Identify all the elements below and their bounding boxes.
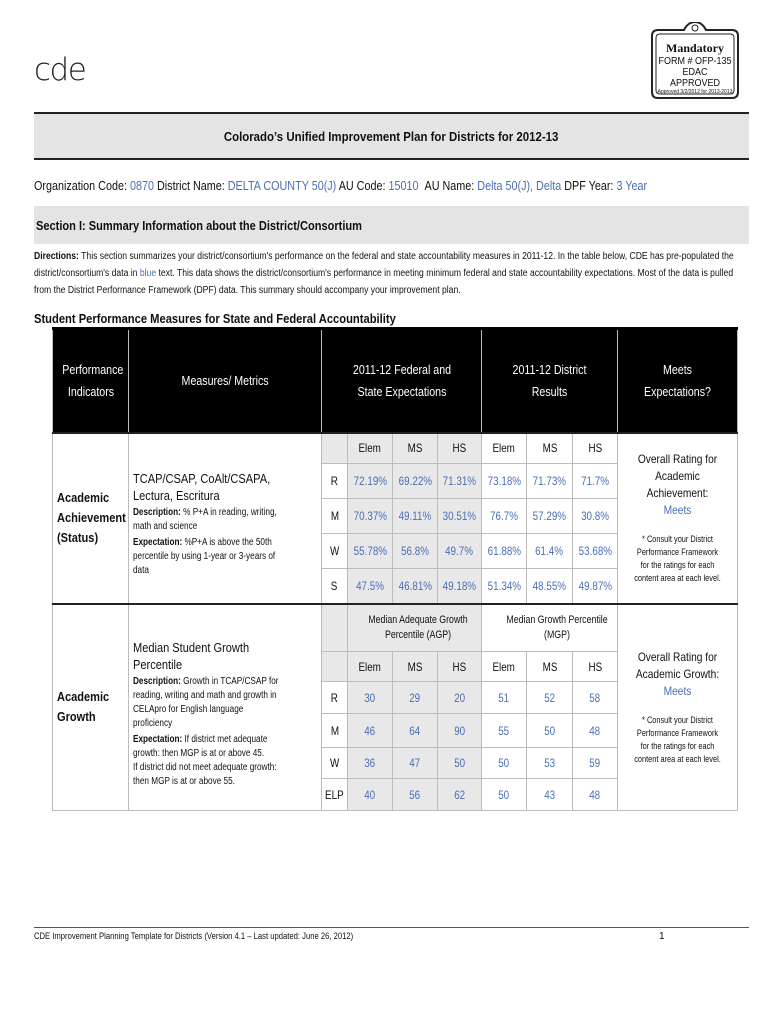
org-code: 0870 <box>129 178 154 193</box>
achievement-exp-text: %P+A is above the 50th percentile by using 1-year or 3-years of data <box>133 536 276 576</box>
table-cell: 48 <box>573 779 618 811</box>
table-cell-level: W <box>322 748 348 779</box>
achievement-rating <box>618 433 738 604</box>
au-code: 15010 <box>388 178 419 193</box>
achievement-level-blank <box>322 433 348 464</box>
district-label: District Name: <box>156 178 225 193</box>
dpf-year-label: DPF Year: <box>564 178 614 193</box>
table-cell: 53 <box>527 748 573 779</box>
section-heading: Section I: Summary Information about the District/Consortium <box>36 217 363 233</box>
table-cell: 49.18% <box>438 569 482 604</box>
table-cell: 30 <box>348 682 393 714</box>
achievement-exp-label: Expectation: <box>133 536 183 548</box>
table-cell: 46 <box>348 714 393 748</box>
table-cell: 30.8% <box>573 499 618 534</box>
table-cell: 61.88% <box>482 534 527 569</box>
table-cell: 36 <box>348 748 393 779</box>
table-cell: 50 <box>438 748 482 779</box>
table-cell: 30.51% <box>438 499 482 534</box>
header-expectations: 2011-12 Federal and State Expectations <box>322 329 482 433</box>
growth-exp-label: Expectation: <box>133 733 183 745</box>
table-cell: 71.73% <box>527 464 573 499</box>
achievement-indicator: Academic Achievement (Status) <box>53 433 129 604</box>
header-measures: Measures/ Metrics <box>129 329 322 433</box>
performance-table <box>52 327 738 811</box>
table-cell: 49.87% <box>573 569 618 604</box>
achievement-rating-label: Overall Rating for Academic Achievement: <box>637 452 718 500</box>
growth-expectation <box>133 733 284 761</box>
growth-level-blank <box>322 604 348 652</box>
table-cell: 46.81% <box>393 569 438 604</box>
ach-sub-elem: Elem <box>348 433 393 464</box>
table-cell-level: R <box>322 682 348 714</box>
growth-rating-note: * Consult your District Performance Framework for the ratings for each content area at each level. <box>634 714 721 764</box>
directions-paragraph <box>34 248 748 299</box>
table-cell: 50 <box>527 714 573 748</box>
table-cell-level: R <box>322 464 348 499</box>
table-cell: 70.37% <box>348 499 393 534</box>
section-heading-bar <box>34 206 749 244</box>
table-cell: 47.5% <box>348 569 393 604</box>
au-code-label: AU Code: <box>338 178 386 193</box>
footer-text: CDE Improvement Planning Template for Districts (Version 4.1 – Last updated: June 26, 2012) <box>34 931 354 941</box>
achievement-desc-text: % P+A in reading, writing, math and science <box>133 506 277 532</box>
table-cell: 71.7% <box>573 464 618 499</box>
growth-sub-ms-results: MS <box>527 652 573 682</box>
table-cell: 69.22% <box>393 464 438 499</box>
badge-edac: EDAC APPROVED <box>669 67 721 89</box>
table-cell: 48 <box>573 714 618 748</box>
growth-description <box>133 675 284 731</box>
growth-sub-elem-results: Elem <box>482 652 527 682</box>
achievement-rating-note: * Consult your District Performance Framework for the ratings for each content area at each level. <box>634 534 721 583</box>
growth-group-header-row <box>53 604 738 652</box>
page-title: Colorado’s Unified Improvement Plan for Districts for 2012-13 <box>224 128 559 144</box>
table-cell: 40 <box>348 779 393 811</box>
badge-form-number: FORM # OFP-135 <box>658 56 732 67</box>
growth-sub-hs-results: HS <box>573 652 618 682</box>
table-cell: 43 <box>527 779 573 811</box>
table-cell: 62 <box>438 779 482 811</box>
growth-exp-text: If district met adequate growth: then MGP is at or above 45. <box>133 733 268 759</box>
table-cell: 50 <box>482 748 527 779</box>
header-meets: Meets Expectations? <box>618 329 738 433</box>
table-subheading: Student Performance Measures for State and Federal Accountability <box>34 311 396 326</box>
directions-text-1: This section summarizes your district/consortium's performance on the federal and state accountability measures in 2011-12. In the table below, CDE has pre-populated the district/consortium's data in <box>34 251 734 279</box>
dpf-year: 3 Year <box>616 178 648 193</box>
growth-measure-title: Median Student Growth Percentile <box>133 639 250 672</box>
growth-rating-label: Overall Rating for Academic Growth: Meets <box>635 649 720 698</box>
table-cell-level: M <box>322 499 348 534</box>
table-cell: 72.19% <box>348 464 393 499</box>
growth-expectation-2: If district did not meet adequate growth: then MGP is at or above 55. <box>133 761 277 787</box>
table-cell: 29 <box>393 682 438 714</box>
badge-mandatory: Mandatory <box>666 41 724 55</box>
table-cell: 48.55% <box>527 569 573 604</box>
table-cell: 59 <box>573 748 618 779</box>
cde-logo: cde <box>34 52 86 88</box>
org-code-label: Organization Code: <box>34 178 127 193</box>
table-cell-level: W <box>322 534 348 569</box>
achievement-rating-value: Meets <box>663 503 692 517</box>
table-cell: 50 <box>482 779 527 811</box>
table-cell: 71.31% <box>438 464 482 499</box>
table-cell: 61.4% <box>527 534 573 569</box>
mgp-header: Median Growth Percentile (MGP) <box>482 604 618 652</box>
badge-approved-date: Approved 3/2/2012 for 2013-2013 <box>657 89 733 95</box>
achievement-desc-label: Description: <box>133 506 181 518</box>
achievement-measure <box>129 433 322 604</box>
table-cell: 64 <box>393 714 438 748</box>
growth-sub-elem: Elem <box>348 652 393 682</box>
growth-indicator: Academic Growth <box>53 604 129 811</box>
ach-sub-elem-results: Elem <box>482 433 527 464</box>
ach-sub-ms: MS <box>393 433 438 464</box>
table-cell: 52 <box>527 682 573 714</box>
footer-divider <box>34 927 749 928</box>
table-cell: 57.29% <box>527 499 573 534</box>
table-cell: 51.34% <box>482 569 527 604</box>
table-cell: 49.11% <box>393 499 438 534</box>
table-cell: 49.7% <box>438 534 482 569</box>
ach-sub-ms-results: MS <box>527 433 573 464</box>
table-cell: 55.78% <box>348 534 393 569</box>
table-cell: 55 <box>482 714 527 748</box>
achievement-expectation <box>133 536 284 578</box>
page-title-bar <box>34 112 749 160</box>
agp-header: Median Adequate Growth Percentile (AGP) <box>348 604 482 652</box>
growth-measure <box>129 604 322 811</box>
table-cell: 76.7% <box>482 499 527 534</box>
au-name: Delta 50(J), Delta <box>477 178 562 193</box>
growth-desc-text: Growth in TCAP/CSAP for reading, writing and math and growth in CELApro for English language proficiency <box>133 675 279 729</box>
table-cell-level: M <box>322 714 348 748</box>
growth-sub-ms: MS <box>393 652 438 682</box>
growth-rating-value: Meets <box>663 683 692 698</box>
achievement-description <box>133 506 284 534</box>
achievement-measure-title: TCAP/CSAP, CoAlt/CSAPA, Lectura, Escritura <box>133 470 271 503</box>
directions-label: Directions: <box>34 251 79 262</box>
table-cell: 90 <box>438 714 482 748</box>
table-cell: 53.68% <box>573 534 618 569</box>
mandatory-form-badge <box>646 22 744 100</box>
district-name: DELTA COUNTY 50(J) <box>227 178 337 193</box>
table-cell-level: ELP <box>322 779 348 811</box>
growth-rating <box>618 604 738 811</box>
growth-desc-label: Description: <box>133 675 181 687</box>
table-cell: 58 <box>573 682 618 714</box>
table-cell: 56.8% <box>393 534 438 569</box>
header-indicators: Performance Indicators <box>53 329 129 433</box>
directions-text-2: text. This data shows the district/consortium's performance in meeting minimum federal and state accountability expectations. Most of the data is pulled from the District Performance Framework (DPF) data. This summary should accompany your improvement plan. <box>34 268 734 296</box>
growth-subheader-blank <box>322 652 348 682</box>
table-cell: 56 <box>393 779 438 811</box>
directions-blue-word: blue <box>139 268 157 279</box>
ach-sub-hs: HS <box>438 433 482 464</box>
organization-info <box>34 178 647 193</box>
table-header-row <box>53 329 738 433</box>
ach-sub-hs-results: HS <box>573 433 618 464</box>
page-number: 1 <box>659 931 665 942</box>
table-cell: 73.18% <box>482 464 527 499</box>
table-cell-level: S <box>322 569 348 604</box>
table-cell: 47 <box>393 748 438 779</box>
achievement-subheader-row <box>53 433 738 464</box>
growth-sub-hs: HS <box>438 652 482 682</box>
au-name-label: AU Name: <box>424 178 475 193</box>
table-cell: 51 <box>482 682 527 714</box>
table-cell: 20 <box>438 682 482 714</box>
header-results: 2011-12 District Results <box>482 329 618 433</box>
